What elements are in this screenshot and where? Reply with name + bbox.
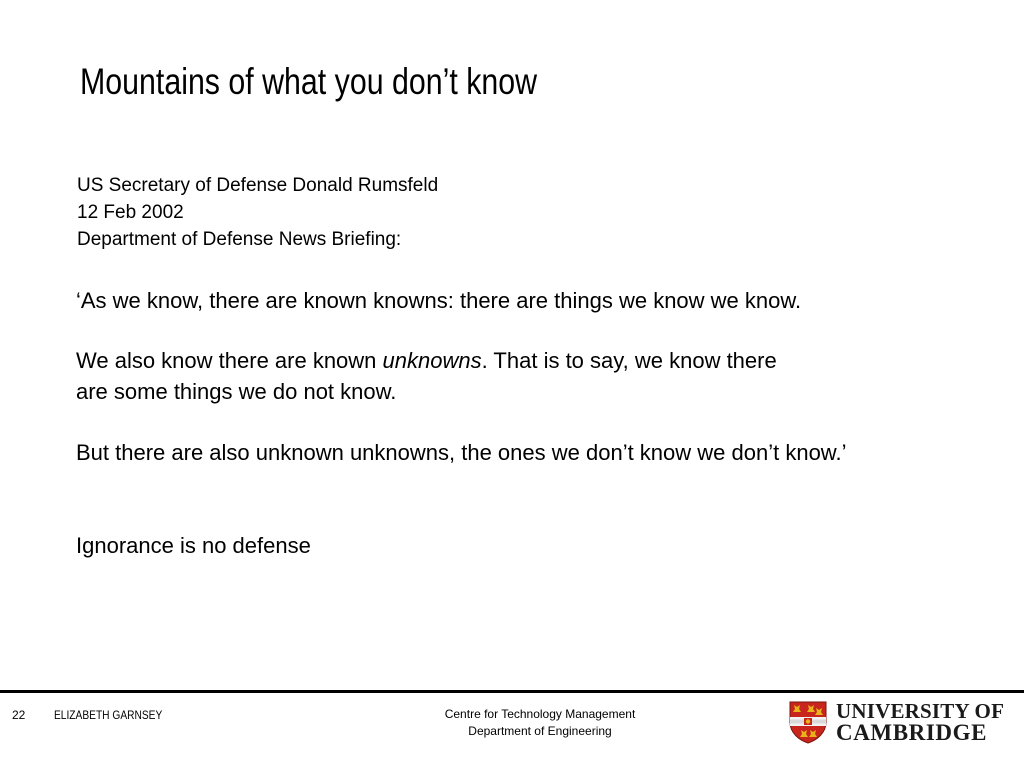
page-number: 22 xyxy=(12,708,26,722)
author-name: ELIZABETH GARNSEY xyxy=(54,708,163,722)
logo-wordmark-line2: CAMBRIDGE xyxy=(836,720,988,745)
source-speaker: US Secretary of Defense Donald Rumsfeld xyxy=(77,175,439,196)
quote-paragraph-2-line2: are some things we do not know. xyxy=(76,379,397,404)
department-name: Department of Engineering xyxy=(468,724,612,738)
footer-divider xyxy=(0,690,1024,693)
source-event: Department of Defense News Briefing: xyxy=(77,229,402,250)
slide-title: Mountains of what you don’t know xyxy=(80,61,538,102)
quote-paragraph-2-end: . That is to say, we know there xyxy=(481,348,777,373)
quote-paragraph-2-start: We also know there are known xyxy=(76,348,383,373)
quote-paragraph-1: ‘As we know, there are known knowns: there are things we know we know. xyxy=(76,288,802,313)
department-info xyxy=(390,706,690,740)
quote-paragraph-2 xyxy=(76,345,777,407)
university-logo xyxy=(788,700,1016,746)
centre-name: Centre for Technology Management xyxy=(444,707,636,721)
quote-source xyxy=(77,172,438,253)
logo-wordmark xyxy=(836,701,1004,743)
tagline: Ignorance is no defense xyxy=(76,533,311,558)
quote-paragraph-3: But there are also unknown unknowns, the ones we don’t know we don’t know.’ xyxy=(76,440,847,465)
coat-of-arms-icon xyxy=(788,700,828,744)
logo-wordmark-line1: UNIVERSITY OF xyxy=(836,699,1005,723)
quote-emphasis-unknowns: unknowns xyxy=(382,348,482,373)
source-date: 12 Feb 2002 xyxy=(77,202,184,223)
